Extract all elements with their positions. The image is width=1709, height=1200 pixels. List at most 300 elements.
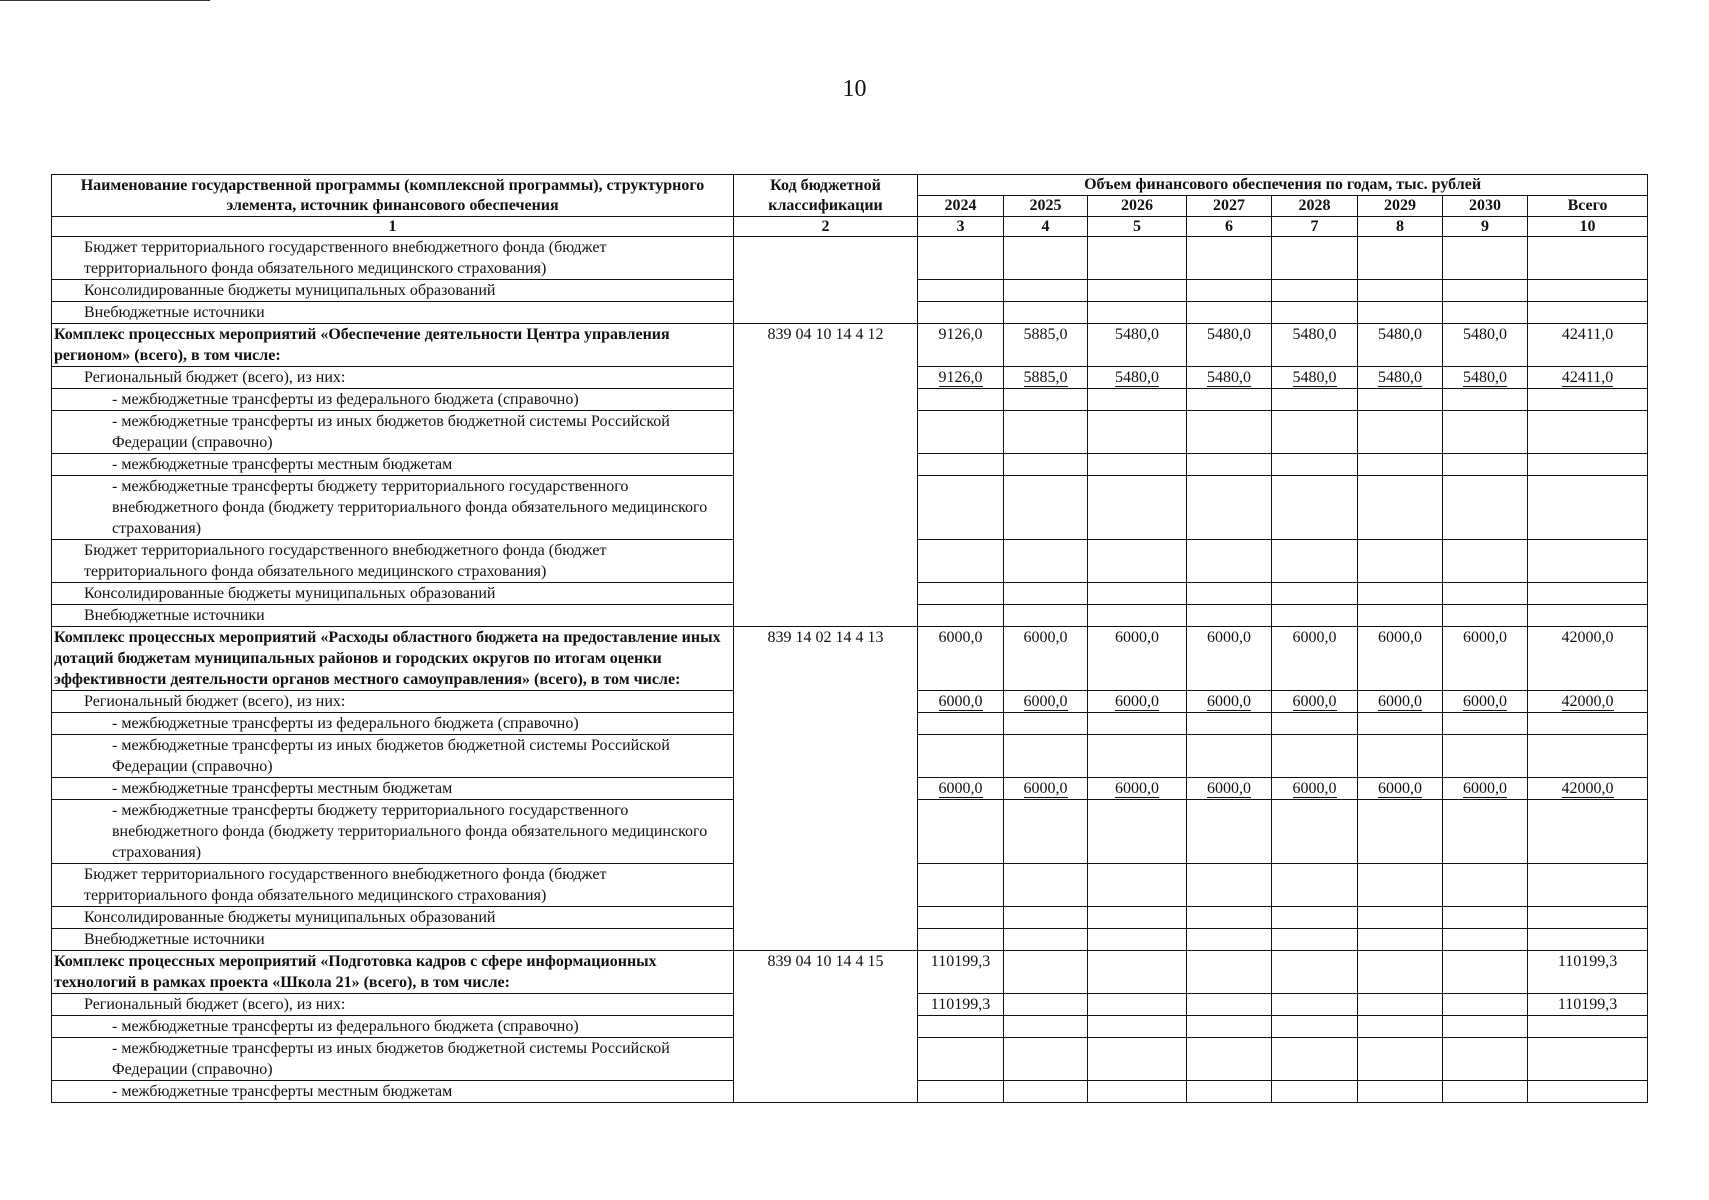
value-cell bbox=[1443, 454, 1528, 476]
value-cell bbox=[1443, 237, 1528, 280]
corner-rule bbox=[0, 0, 210, 1]
value-cell bbox=[1187, 951, 1272, 994]
value-cell bbox=[1187, 476, 1272, 540]
value-cell bbox=[1443, 411, 1528, 454]
value-cell bbox=[1443, 627, 1528, 691]
header-year: 2029 bbox=[1358, 196, 1443, 217]
row-name: Комплекс процессных мероприятий «Обеспечение деятельности Центра управления регионом» (всего), в том числе: bbox=[52, 324, 734, 367]
value-text: 6000,0 bbox=[938, 693, 983, 710]
value-cell bbox=[1358, 411, 1443, 454]
value-cell bbox=[918, 627, 1004, 691]
header-year: 2030 bbox=[1443, 196, 1528, 217]
value-text: 6000,0 bbox=[1378, 693, 1422, 710]
value-cell bbox=[1088, 1038, 1187, 1081]
value-cell bbox=[1187, 605, 1272, 627]
value-text: 6000,0 bbox=[1115, 629, 1159, 646]
value-cell bbox=[1004, 907, 1088, 929]
value-cell bbox=[918, 1016, 1004, 1038]
value-cell bbox=[1088, 713, 1187, 735]
column-number: 8 bbox=[1358, 217, 1443, 237]
value-cell bbox=[1358, 691, 1443, 713]
value-cell bbox=[1187, 583, 1272, 605]
value-cell bbox=[1187, 1038, 1272, 1081]
value-text: 6000,0 bbox=[1115, 693, 1159, 710]
value-cell bbox=[918, 389, 1004, 411]
table-row bbox=[52, 951, 1648, 994]
value-cell bbox=[1004, 454, 1088, 476]
value-cell bbox=[1272, 951, 1358, 994]
value-cell bbox=[918, 237, 1004, 280]
column-number: 6 bbox=[1187, 217, 1272, 237]
value-cell bbox=[1187, 713, 1272, 735]
header-code: Код бюджетной классификации bbox=[734, 175, 918, 217]
value-cell bbox=[1443, 1038, 1528, 1081]
value-cell bbox=[1358, 540, 1443, 583]
total-cell bbox=[1528, 691, 1648, 713]
total-cell bbox=[1528, 994, 1648, 1016]
value-cell bbox=[1358, 454, 1443, 476]
value-cell bbox=[1272, 389, 1358, 411]
row-name: - межбюджетные трансферты из иных бюджетов бюджетной системы Российской Федерации (справочно) bbox=[52, 1038, 734, 1081]
value-cell bbox=[1187, 302, 1272, 324]
financing-table bbox=[51, 174, 1648, 1103]
total-cell bbox=[1528, 864, 1648, 907]
value-cell bbox=[1088, 1016, 1187, 1038]
total-cell bbox=[1528, 778, 1648, 800]
value-cell bbox=[1358, 324, 1443, 367]
column-number: 7 bbox=[1272, 217, 1358, 237]
value-text: 6000,0 bbox=[1023, 780, 1068, 797]
value-text: 6000,0 bbox=[1292, 629, 1337, 646]
row-name: - межбюджетные трансферты из иных бюджетов бюджетной системы Российской Федерации (справочно) bbox=[52, 411, 734, 454]
value-cell bbox=[1004, 605, 1088, 627]
value-cell bbox=[1088, 324, 1187, 367]
value-cell bbox=[1443, 367, 1528, 389]
value-cell bbox=[1272, 583, 1358, 605]
value-cell bbox=[1088, 627, 1187, 691]
value-cell bbox=[1272, 800, 1358, 864]
row-name: Внебюджетные источники bbox=[52, 929, 734, 951]
value-cell bbox=[918, 735, 1004, 778]
row-name: - межбюджетные трансферты из иных бюджетов бюджетной системы Российской Федерации (справочно) bbox=[52, 735, 734, 778]
value-text: 6000,0 bbox=[1378, 629, 1422, 646]
total-cell bbox=[1528, 302, 1648, 324]
value-cell bbox=[1443, 735, 1528, 778]
value-text: 5885,0 bbox=[1023, 326, 1068, 343]
value-text: 110199,3 bbox=[930, 953, 991, 970]
value-text: 5480,0 bbox=[1463, 369, 1507, 386]
value-text: 6000,0 bbox=[1463, 780, 1507, 797]
value-text: 42411,0 bbox=[1561, 326, 1614, 343]
value-cell bbox=[1187, 411, 1272, 454]
value-cell bbox=[1358, 994, 1443, 1016]
value-cell bbox=[1272, 735, 1358, 778]
total-cell bbox=[1528, 583, 1648, 605]
value-cell bbox=[1187, 627, 1272, 691]
header-year: 2028 bbox=[1272, 196, 1358, 217]
value-cell bbox=[1187, 324, 1272, 367]
value-cell bbox=[918, 280, 1004, 302]
value-text: 6000,0 bbox=[1115, 780, 1159, 797]
value-cell bbox=[1358, 800, 1443, 864]
header-volume: Объем финансового обеспечения по годам, тыс. рублей bbox=[918, 175, 1648, 196]
budget-code: 839 04 10 14 4 12 bbox=[734, 324, 918, 627]
value-cell bbox=[1004, 929, 1088, 951]
value-cell bbox=[1358, 627, 1443, 691]
row-name: Региональный бюджет (всего), из них: bbox=[52, 691, 734, 713]
total-cell bbox=[1528, 476, 1648, 540]
value-cell bbox=[1004, 389, 1088, 411]
value-cell bbox=[1443, 929, 1528, 951]
value-cell bbox=[918, 778, 1004, 800]
header-year: 2026 bbox=[1088, 196, 1187, 217]
value-cell bbox=[1358, 583, 1443, 605]
table-row bbox=[52, 324, 1648, 367]
value-cell bbox=[1272, 778, 1358, 800]
value-cell bbox=[1272, 691, 1358, 713]
value-cell bbox=[1088, 389, 1187, 411]
row-name: - межбюджетные трансферты бюджету территориального государственного внебюджетного фонда (бюджету территориального фонда обязательного медицинского страхования) bbox=[52, 476, 734, 540]
row-name: - межбюджетные трансферты из федерального бюджета (справочно) bbox=[52, 713, 734, 735]
value-text: 5885,0 bbox=[1023, 369, 1068, 386]
value-cell bbox=[1004, 735, 1088, 778]
value-cell bbox=[1272, 605, 1358, 627]
total-cell bbox=[1528, 324, 1648, 367]
value-cell bbox=[1004, 237, 1088, 280]
value-cell bbox=[1443, 389, 1528, 411]
header-year: 2027 bbox=[1187, 196, 1272, 217]
value-text: 42411,0 bbox=[1561, 369, 1614, 386]
value-cell bbox=[1004, 994, 1088, 1016]
value-cell bbox=[1358, 302, 1443, 324]
value-cell bbox=[918, 864, 1004, 907]
value-cell bbox=[1187, 778, 1272, 800]
row-name: - межбюджетные трансферты бюджету территориального государственного внебюджетного фонда (бюджету территориального фонда обязательного медицинского страхования) bbox=[52, 800, 734, 864]
total-cell bbox=[1528, 237, 1648, 280]
value-text: 42000,0 bbox=[1561, 693, 1614, 710]
value-cell bbox=[1004, 713, 1088, 735]
value-text: 9126,0 bbox=[938, 369, 983, 386]
row-name: Внебюджетные источники bbox=[52, 302, 734, 324]
value-cell bbox=[1272, 302, 1358, 324]
value-cell bbox=[1187, 929, 1272, 951]
value-cell bbox=[1187, 691, 1272, 713]
value-cell bbox=[1088, 864, 1187, 907]
value-text: 6000,0 bbox=[938, 629, 983, 646]
value-cell bbox=[918, 1038, 1004, 1081]
column-number: 1 bbox=[52, 217, 734, 237]
value-cell bbox=[1187, 540, 1272, 583]
column-number: 3 bbox=[918, 217, 1004, 237]
value-text: 42000,0 bbox=[1561, 629, 1614, 646]
value-cell bbox=[1443, 800, 1528, 864]
value-cell bbox=[1187, 907, 1272, 929]
value-cell bbox=[1088, 605, 1187, 627]
value-cell bbox=[1187, 367, 1272, 389]
value-cell bbox=[1004, 864, 1088, 907]
value-cell bbox=[918, 411, 1004, 454]
value-cell bbox=[1358, 389, 1443, 411]
value-cell bbox=[1443, 540, 1528, 583]
value-cell bbox=[1358, 951, 1443, 994]
value-cell bbox=[1272, 454, 1358, 476]
value-text: 6000,0 bbox=[1292, 693, 1337, 710]
value-cell bbox=[1272, 864, 1358, 907]
page-number: 10 bbox=[842, 76, 867, 102]
value-cell bbox=[1187, 1081, 1272, 1103]
value-cell bbox=[918, 1081, 1004, 1103]
value-cell bbox=[1004, 778, 1088, 800]
value-cell bbox=[1088, 778, 1187, 800]
value-cell bbox=[918, 367, 1004, 389]
value-text: 5480,0 bbox=[1115, 326, 1159, 343]
total-cell bbox=[1528, 907, 1648, 929]
value-cell bbox=[1272, 1081, 1358, 1103]
value-cell bbox=[918, 800, 1004, 864]
value-cell bbox=[1358, 864, 1443, 907]
budget-code bbox=[734, 237, 918, 324]
value-cell bbox=[1004, 540, 1088, 583]
total-cell bbox=[1528, 627, 1648, 691]
value-cell bbox=[918, 929, 1004, 951]
column-number: 5 bbox=[1088, 217, 1187, 237]
value-cell bbox=[1187, 389, 1272, 411]
value-cell bbox=[1443, 907, 1528, 929]
total-cell bbox=[1528, 280, 1648, 302]
value-text: 6000,0 bbox=[1023, 693, 1068, 710]
value-cell bbox=[1004, 691, 1088, 713]
column-number: 10 bbox=[1528, 217, 1648, 237]
value-cell bbox=[918, 713, 1004, 735]
total-cell bbox=[1528, 605, 1648, 627]
value-cell bbox=[1088, 800, 1187, 864]
value-cell bbox=[918, 691, 1004, 713]
value-text: 5480,0 bbox=[1292, 326, 1337, 343]
value-cell bbox=[1004, 280, 1088, 302]
row-name: Бюджет территориального государственного внебюджетного фонда (бюджет территориального фонда обязательного медицинского страхования) bbox=[52, 864, 734, 907]
value-text: 5480,0 bbox=[1207, 369, 1251, 386]
value-cell bbox=[918, 605, 1004, 627]
value-cell bbox=[1004, 1016, 1088, 1038]
row-name: Консолидированные бюджеты муниципальных образований bbox=[52, 583, 734, 605]
value-cell bbox=[1088, 302, 1187, 324]
table-row bbox=[52, 237, 1648, 280]
value-text: 110199,3 bbox=[930, 996, 991, 1013]
value-cell bbox=[1187, 800, 1272, 864]
value-text: 5480,0 bbox=[1115, 369, 1159, 386]
value-cell bbox=[1358, 280, 1443, 302]
total-cell bbox=[1528, 929, 1648, 951]
value-cell bbox=[1358, 735, 1443, 778]
value-cell bbox=[918, 454, 1004, 476]
value-cell bbox=[1272, 1038, 1358, 1081]
total-cell bbox=[1528, 367, 1648, 389]
value-cell bbox=[918, 476, 1004, 540]
value-cell bbox=[1272, 713, 1358, 735]
value-text: 9126,0 bbox=[938, 326, 983, 343]
value-cell bbox=[1272, 907, 1358, 929]
value-cell bbox=[1088, 454, 1187, 476]
value-cell bbox=[1358, 605, 1443, 627]
value-cell bbox=[1443, 280, 1528, 302]
value-cell bbox=[1358, 713, 1443, 735]
value-cell bbox=[1187, 1016, 1272, 1038]
value-text: 6000,0 bbox=[1023, 629, 1068, 646]
value-text: 110199,3 bbox=[1557, 996, 1618, 1013]
row-name: Комплекс процессных мероприятий «Расходы областного бюджета на предоставление иных дотаций бюджетам муниципальных районов и городских округов по итогам оценки эффективности деятельности органов местного самоуправления» (всего), в том числе: bbox=[52, 627, 734, 691]
value-cell bbox=[918, 324, 1004, 367]
value-cell bbox=[918, 951, 1004, 994]
value-cell bbox=[1443, 583, 1528, 605]
value-cell bbox=[1443, 605, 1528, 627]
total-cell bbox=[1528, 1016, 1648, 1038]
value-text: 6000,0 bbox=[1207, 693, 1251, 710]
value-cell bbox=[1187, 864, 1272, 907]
value-cell bbox=[1088, 735, 1187, 778]
row-name: - межбюджетные трансферты местным бюджетам bbox=[52, 454, 734, 476]
value-text: 5480,0 bbox=[1378, 326, 1422, 343]
value-cell bbox=[1272, 280, 1358, 302]
value-cell bbox=[1088, 951, 1187, 994]
value-cell bbox=[1272, 627, 1358, 691]
total-cell bbox=[1528, 389, 1648, 411]
row-name: Бюджет территориального государственного внебюджетного фонда (бюджет территориального фонда обязательного медицинского страхования) bbox=[52, 540, 734, 583]
value-cell bbox=[1004, 324, 1088, 367]
value-cell bbox=[1358, 1016, 1443, 1038]
value-text: 42000,0 bbox=[1561, 780, 1614, 797]
value-cell bbox=[1443, 994, 1528, 1016]
row-name: - межбюджетные трансферты местным бюджетам bbox=[52, 778, 734, 800]
value-cell bbox=[1358, 778, 1443, 800]
value-cell bbox=[1443, 324, 1528, 367]
total-cell bbox=[1528, 951, 1648, 994]
total-cell bbox=[1528, 1081, 1648, 1103]
value-cell bbox=[918, 907, 1004, 929]
value-text: 110199,3 bbox=[1557, 953, 1618, 970]
value-cell bbox=[1088, 237, 1187, 280]
value-cell bbox=[1443, 476, 1528, 540]
value-cell bbox=[918, 994, 1004, 1016]
value-cell bbox=[1004, 583, 1088, 605]
value-cell bbox=[1443, 778, 1528, 800]
table-row bbox=[52, 627, 1648, 691]
value-cell bbox=[1272, 476, 1358, 540]
total-cell bbox=[1528, 713, 1648, 735]
value-cell bbox=[1004, 627, 1088, 691]
row-name: Региональный бюджет (всего), из них: bbox=[52, 994, 734, 1016]
value-cell bbox=[1187, 237, 1272, 280]
total-cell bbox=[1528, 800, 1648, 864]
value-cell bbox=[1088, 540, 1187, 583]
value-cell bbox=[1358, 237, 1443, 280]
value-text: 5480,0 bbox=[1463, 326, 1507, 343]
row-name: Бюджет территориального государственного внебюджетного фонда (бюджет территориального фонда обязательного медицинского страхования) bbox=[52, 237, 734, 280]
value-cell bbox=[1358, 929, 1443, 951]
value-cell bbox=[1272, 540, 1358, 583]
column-numbers-row bbox=[52, 217, 1648, 237]
value-cell bbox=[1187, 994, 1272, 1016]
value-cell bbox=[1088, 1081, 1187, 1103]
total-cell bbox=[1528, 1038, 1648, 1081]
value-cell bbox=[1272, 324, 1358, 367]
header-year: 2024 bbox=[918, 196, 1004, 217]
value-cell bbox=[1088, 367, 1187, 389]
value-text: 6000,0 bbox=[1463, 629, 1507, 646]
value-cell bbox=[1187, 454, 1272, 476]
value-cell bbox=[1088, 476, 1187, 540]
value-cell bbox=[1088, 583, 1187, 605]
value-cell bbox=[1004, 1038, 1088, 1081]
value-text: 5480,0 bbox=[1378, 369, 1422, 386]
value-cell bbox=[1443, 864, 1528, 907]
table-body bbox=[52, 237, 1648, 1103]
row-name: Консолидированные бюджеты муниципальных образований bbox=[52, 907, 734, 929]
row-name: - межбюджетные трансферты из федерального бюджета (справочно) bbox=[52, 1016, 734, 1038]
value-cell bbox=[1443, 1016, 1528, 1038]
column-number: 4 bbox=[1004, 217, 1088, 237]
value-cell bbox=[1004, 1081, 1088, 1103]
value-cell bbox=[1443, 302, 1528, 324]
header-year: 2025 bbox=[1004, 196, 1088, 217]
value-cell bbox=[1272, 929, 1358, 951]
value-cell bbox=[1272, 994, 1358, 1016]
value-cell bbox=[1004, 476, 1088, 540]
row-name: Внебюджетные источники bbox=[52, 605, 734, 627]
header-name: Наименование государственной программы (комплексной программы), структурного элемента, источник финансового обеспечения bbox=[52, 175, 734, 217]
value-cell bbox=[918, 583, 1004, 605]
table-header bbox=[52, 175, 1648, 237]
row-name: Комплекс процессных мероприятий «Подготовка кадров с сфере информационных технологий в рамках проекта «Школа 21» (всего), в том числе: bbox=[52, 951, 734, 994]
value-cell bbox=[1272, 411, 1358, 454]
value-cell bbox=[1088, 907, 1187, 929]
column-number: 9 bbox=[1443, 217, 1528, 237]
value-cell bbox=[1443, 1081, 1528, 1103]
value-cell bbox=[918, 302, 1004, 324]
column-number: 2 bbox=[734, 217, 918, 237]
value-cell bbox=[1358, 1038, 1443, 1081]
value-cell bbox=[1088, 691, 1187, 713]
value-text: 6000,0 bbox=[1463, 693, 1507, 710]
row-name: - межбюджетные трансферты из федерального бюджета (справочно) bbox=[52, 389, 734, 411]
value-cell bbox=[1088, 280, 1187, 302]
value-text: 6000,0 bbox=[1207, 780, 1251, 797]
value-cell bbox=[918, 540, 1004, 583]
value-cell bbox=[1358, 907, 1443, 929]
value-cell bbox=[1443, 691, 1528, 713]
row-name: Консолидированные бюджеты муниципальных образований bbox=[52, 280, 734, 302]
value-cell bbox=[1272, 367, 1358, 389]
value-cell bbox=[1088, 994, 1187, 1016]
value-cell bbox=[1004, 367, 1088, 389]
value-text: 6000,0 bbox=[1292, 780, 1337, 797]
value-cell bbox=[1358, 367, 1443, 389]
row-name: Региональный бюджет (всего), из них: bbox=[52, 367, 734, 389]
value-text: 5480,0 bbox=[1292, 369, 1337, 386]
budget-code: 839 14 02 14 4 13 bbox=[734, 627, 918, 951]
value-cell bbox=[1004, 411, 1088, 454]
value-cell bbox=[1187, 735, 1272, 778]
value-cell bbox=[1443, 713, 1528, 735]
value-cell bbox=[1187, 280, 1272, 302]
value-cell bbox=[1443, 951, 1528, 994]
value-text: 6000,0 bbox=[938, 780, 983, 797]
value-cell bbox=[1004, 800, 1088, 864]
total-cell bbox=[1528, 454, 1648, 476]
value-cell bbox=[1272, 1016, 1358, 1038]
total-cell bbox=[1528, 411, 1648, 454]
value-text: 6000,0 bbox=[1378, 780, 1422, 797]
header-total: Всего bbox=[1528, 196, 1648, 217]
